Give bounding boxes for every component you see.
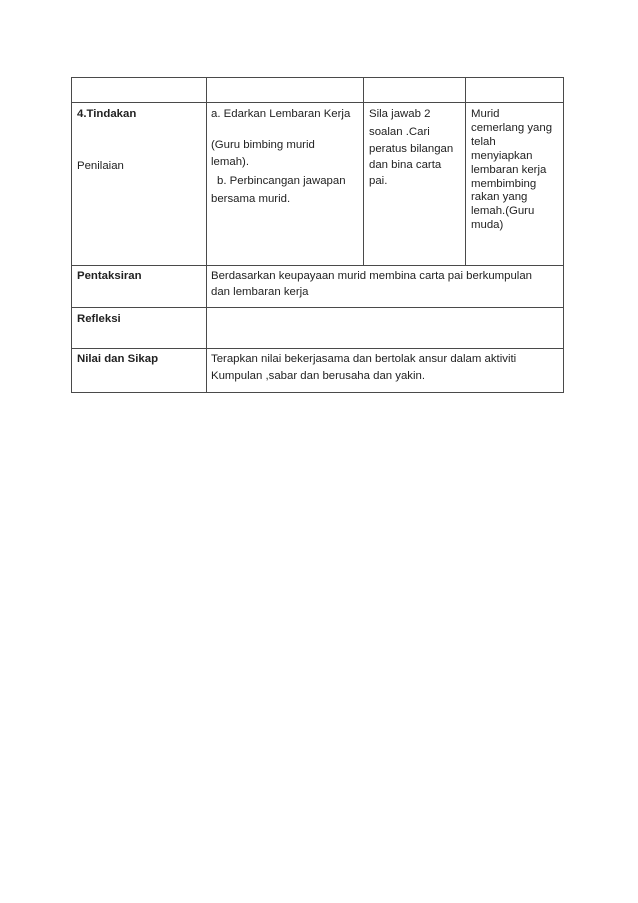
table-col-divider (465, 77, 466, 266)
student-task-line-1: Sila jawab 2 (369, 108, 431, 120)
values-line-2: Kumpulan ,sabar dan berusaha dan yakin. (211, 370, 426, 382)
student-task-line-4: dan bina carta (369, 159, 442, 171)
table-col-divider (363, 77, 364, 266)
values-line-1: Terapkan nilai bekerjasama dan bertolak ansur dalam aktiviti (211, 353, 517, 365)
table-border-right (563, 77, 564, 393)
row-sublabel-penilaian: Penilaian (77, 160, 124, 172)
notes-line-4: menyiapkan (471, 150, 533, 162)
table-border-left (71, 77, 72, 393)
table-row-divider (71, 265, 564, 266)
table-col-divider (206, 77, 207, 393)
table-row-divider (71, 348, 564, 349)
row-label-tindakan: 4.Tindakan (77, 108, 137, 120)
student-task-line-3: peratus bilangan (369, 143, 454, 155)
notes-line-9: muda) (471, 219, 504, 231)
student-task-line-2: soalan .Cari (369, 126, 430, 138)
step-a-line3: lemah). (211, 156, 249, 168)
notes-line-5: lembaran kerja (471, 164, 547, 176)
step-a-line1: a. Edarkan Lembaran Kerja (211, 108, 351, 120)
row-label-nilai-dan-sikap: Nilai dan Sikap (77, 353, 159, 365)
step-b-line2: bersama murid. (211, 193, 291, 205)
notes-line-1: Murid (471, 108, 500, 120)
assessment-line-2: dan lembaran kerja (211, 286, 309, 298)
table-border-bottom (71, 392, 564, 393)
table-border-top (71, 77, 564, 78)
step-a-line2: (Guru bimbing murid (211, 139, 315, 151)
notes-line-8: lemah.(Guru (471, 205, 535, 217)
step-b-line1: b. Perbincangan jawapan (217, 175, 346, 187)
student-task-line-5: pai. (369, 175, 388, 187)
table-row-divider (71, 307, 564, 308)
notes-line-7: rakan yang (471, 191, 528, 203)
row-label-pentaksiran: Pentaksiran (77, 270, 142, 282)
notes-line-2: cemerlang yang (471, 122, 553, 134)
row-label-refleksi: Refleksi (77, 313, 121, 325)
table-row-divider (71, 102, 564, 103)
assessment-line-1: Berdasarkan keupayaan murid membina carta pai berkumpulan (211, 270, 533, 282)
notes-line-6: membimbing (471, 178, 537, 190)
notes-line-3: telah (471, 136, 496, 148)
